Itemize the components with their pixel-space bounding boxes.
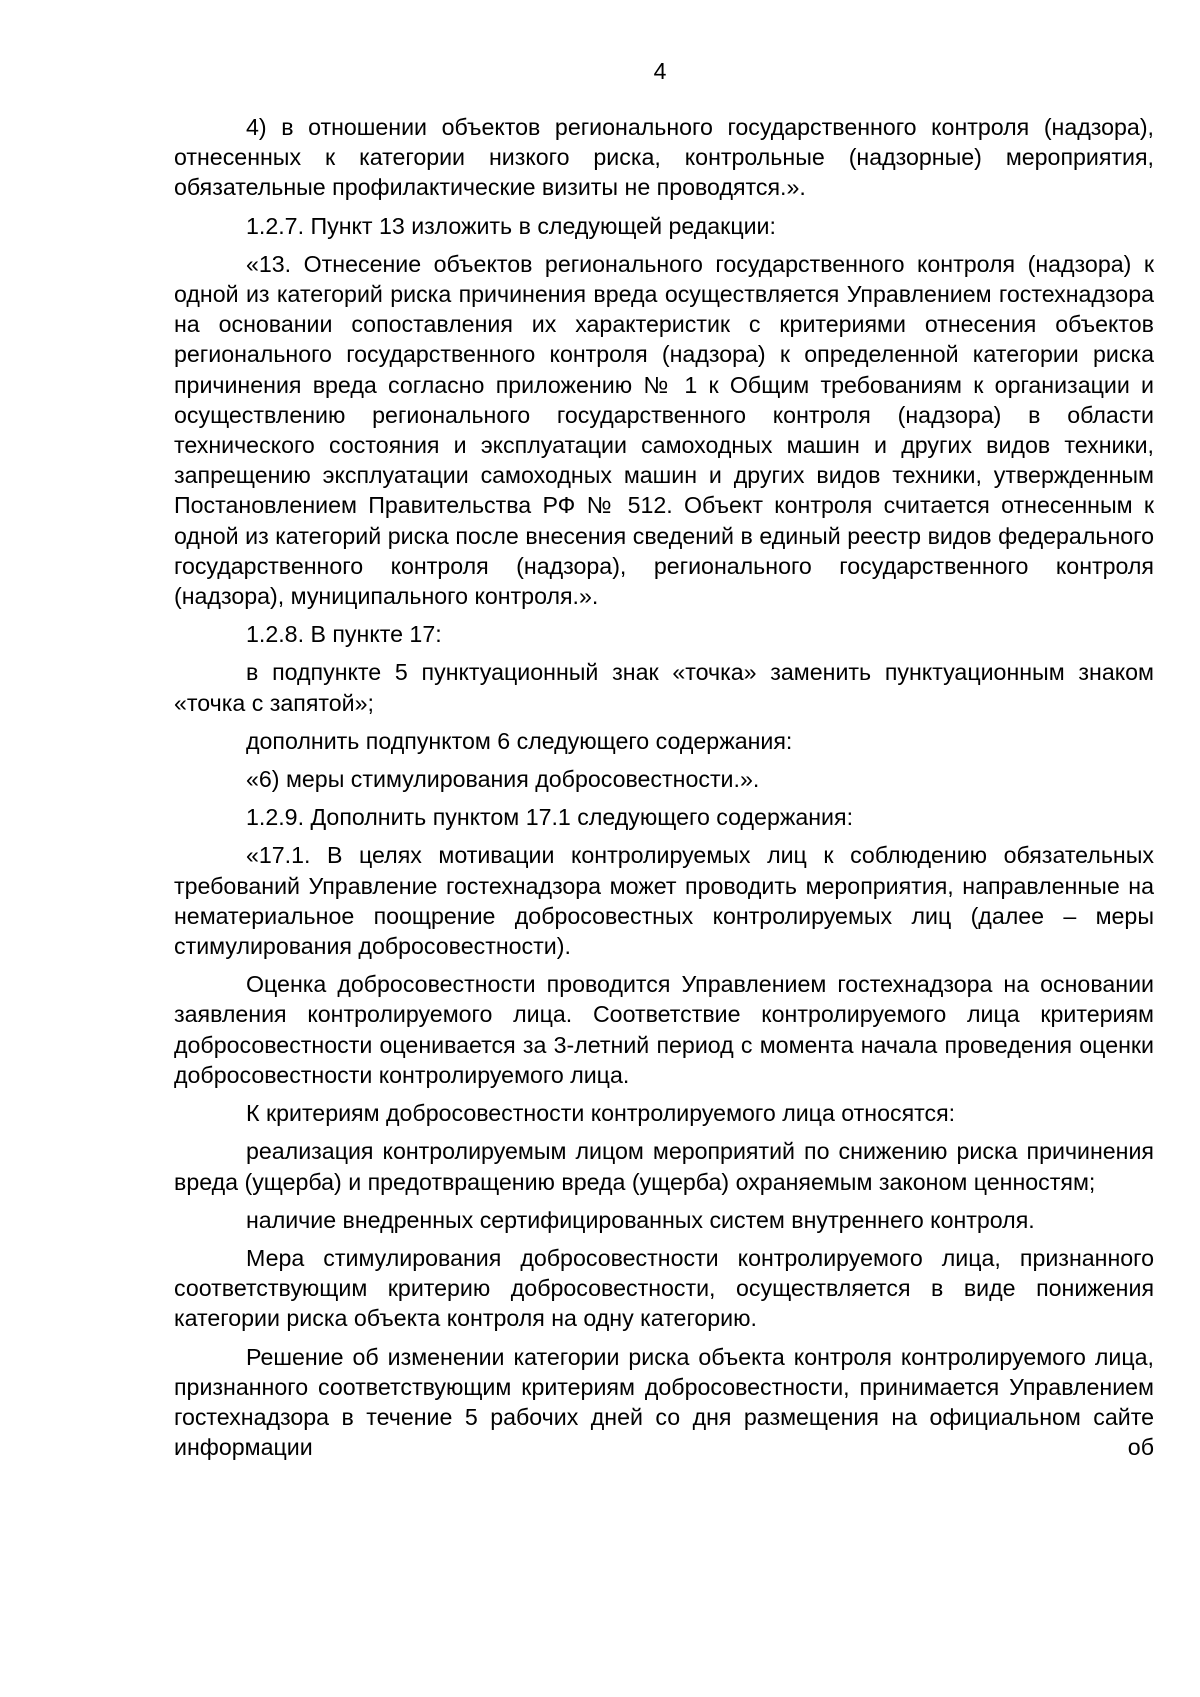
paragraph-point-17-1: «17.1. В целях мотивации контролируемых лиц к соблюдению обязательных требований Управление гостехнадзора может проводить мероприятия, направленные на нематериальное поощрение добросовестных контролируемых лиц (далее – меры стимулирования добросовестности). — [174, 842, 1154, 960]
paragraph-item-4-low-risk: 4) в отношении объектов регионального государственного контроля (надзора), отнесенных к категории низкого риска, контрольные (надзорные) мероприятия, обязательные профилактические визиты не проводятся.». — [174, 114, 1154, 201]
paragraph-add-subpoint-6: дополнить подпунктом 6 следующего содержания: — [246, 727, 793, 754]
paragraph-subpoint-5-change: в подпункте 5 пунктуационный знак «точка» заменить пунктуационным знаком «точка с запятой»; — [174, 659, 1154, 716]
paragraph-criterion-risk-reduction: реализация контролируемым лицом мероприятий по снижению риска причинения вреда (ущерба) и предотвращению вреда (ущерба) охраняемым законом ценностям; — [174, 1138, 1154, 1195]
paragraph-point-13: «13. Отнесение объектов регионального государственного контроля (надзора) к одной из категорий риска причинения вреда осуществляется Управлением гостехнадзора на основании сопоставления их характеристик с критериями отнесения объектов регионального государственного контроля (надзора) к определенной категории риска причинения вреда согласно приложению № 1 к Общим требованиям к организации и осуществлению регионального государственного контроля (надзора) в области технического состояния и эксплуатации самоходных машин и других видов техники, запрещению эксплуатации самоходных машин и других видов техники, утвержденным Постановлением Правительства РФ № 512. Объект контроля считается отнесенным к одной из категорий риска после внесения сведений в единый реестр видов федерального государственного контроля (надзора), регионального государственного контроля (надзора), муниципального контроля.». — [174, 250, 1154, 610]
paragraph-criteria-intro: К критериям добросовестности контролируемого лица относятся: — [246, 1100, 956, 1127]
paragraph-1-2-9: 1.2.9. Дополнить пунктом 17.1 следующего содержания: — [246, 804, 854, 831]
page-number: 4 — [653, 58, 667, 84]
paragraph-1-2-8: 1.2.8. В пункте 17: — [246, 621, 442, 648]
paragraph-subpoint-6-text: «6) меры стимулирования добросовестности.». — [246, 766, 760, 793]
paragraph-1-2-7: 1.2.7. Пункт 13 изложить в следующей редакции: — [246, 212, 776, 239]
paragraph-criterion-internal-control: наличие внедренных сертифицированных систем внутреннего контроля. — [246, 1206, 1035, 1233]
paragraph-incentive-measure: Мера стимулирования добросовестности контролируемого лица, признанного соответствующим критерию добросовестности, осуществляется в виде понижения категории риска объекта контроля на одну категорию. — [174, 1244, 1154, 1332]
paragraph-good-faith-assessment: Оценка добросовестности проводится Управлением гостехнадзора на основании заявления контролируемого лица. Соответствие контролируемого лица критериям добросовестности оценивается за 3-летний период с момента начала проведения оценки добросовестности контролируемого лица. — [174, 971, 1154, 1088]
document-body — [174, 112, 1154, 1470]
paragraph-risk-change-decision: Решение об изменении категории риска объекта контроля контролируемого лица, признанного соответствующим критериям добросовестности, принимается Управлением гостехнадзора в течение 5 рабочих дней со дня размещения на официальном сайте информации об — [174, 1343, 1154, 1461]
